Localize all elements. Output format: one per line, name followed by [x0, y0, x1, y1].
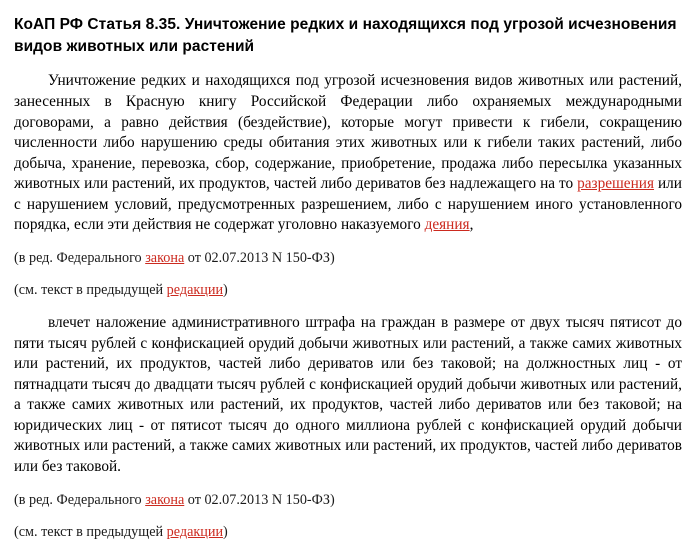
previous-edition-link-1[interactable]: редакции: [166, 281, 224, 298]
paragraph-2: влечет наложение административного штрафа на граждан в размере от двух тысяч пятисот до пяти тысяч рублей с конфискацией орудий добычи животных или растений, а также самих животных или растений, их продуктов, частей либо дериватов или без таковой; на должностных лиц - от пятнадцати тысяч до двадцати тысяч рублей с конфискацией орудий добычи животных или растений, а также самих животных или растений, их продуктов, частей либо дериватов или без таковой; на юридических лиц - от пятисот тысяч до одного миллиона рублей с конфискацией орудий добычи животных или растений, а также самих животных или растений, их продуктов, частей либо дериватов или без таковой.: [14, 314, 682, 475]
federal-law-link-1[interactable]: закона: [145, 249, 185, 266]
edition-note-2: [14, 491, 682, 510]
edition-note-2-prefix: (в ред. Федерального: [14, 491, 146, 508]
permission-link[interactable]: разрешения: [577, 175, 655, 193]
previous-edition-note-1-prefix: (см. текст в предыдущей: [14, 281, 167, 298]
paragraph-1-text-b: или с нарушением условий, предусмотренных разрешением, либо с нарушением иного установленного порядка, если эти действия не содержат уголовно наказуемого: [14, 175, 682, 234]
previous-edition-note-2-suffix: ): [223, 523, 228, 540]
act-link[interactable]: деяния: [424, 216, 470, 234]
paragraph-1: [14, 71, 682, 236]
page-title: КоАП РФ Статья 8.35. Уничтожение редких и находящихся под угрозой исчезновения видов животных или растений: [14, 16, 677, 55]
edition-note-1-suffix: от 02.07.2013 N 150-ФЗ): [184, 249, 335, 266]
previous-edition-link-2[interactable]: редакции: [166, 523, 224, 540]
edition-note-1: [14, 249, 682, 268]
previous-edition-note-1: [14, 281, 682, 300]
previous-edition-note-2: [14, 523, 682, 542]
edition-note-2-suffix: от 02.07.2013 N 150-ФЗ): [184, 491, 335, 508]
paragraph-spacer: [14, 300, 682, 313]
previous-edition-note-2-prefix: (см. текст в предыдущей: [14, 523, 167, 540]
paragraph-1-text-c: ,: [469, 216, 474, 234]
federal-law-link-2[interactable]: закона: [145, 491, 185, 508]
edition-note-1-prefix: (в ред. Федерального: [14, 249, 146, 266]
article-body: [14, 71, 682, 541]
previous-edition-note-1-suffix: ): [223, 281, 228, 298]
paragraph-1-text-a: Уничтожение редких и находящихся под угрозой исчезновения видов животных или растений, занесенных в Красную книгу Российской Федерации либо охраняемых международными договорами, а равно действия (бездействие), которые могут привести к гибели, сокращению численности либо нарушению среды обитания этих животных или к гибели таких растений, либо добыча, хранение, перевозка, сбор, содержание, приобретение, продажа либо пересылка указанных животных или растений, их продуктов, частей либо дериватов без надлежащего на то: [14, 72, 682, 193]
